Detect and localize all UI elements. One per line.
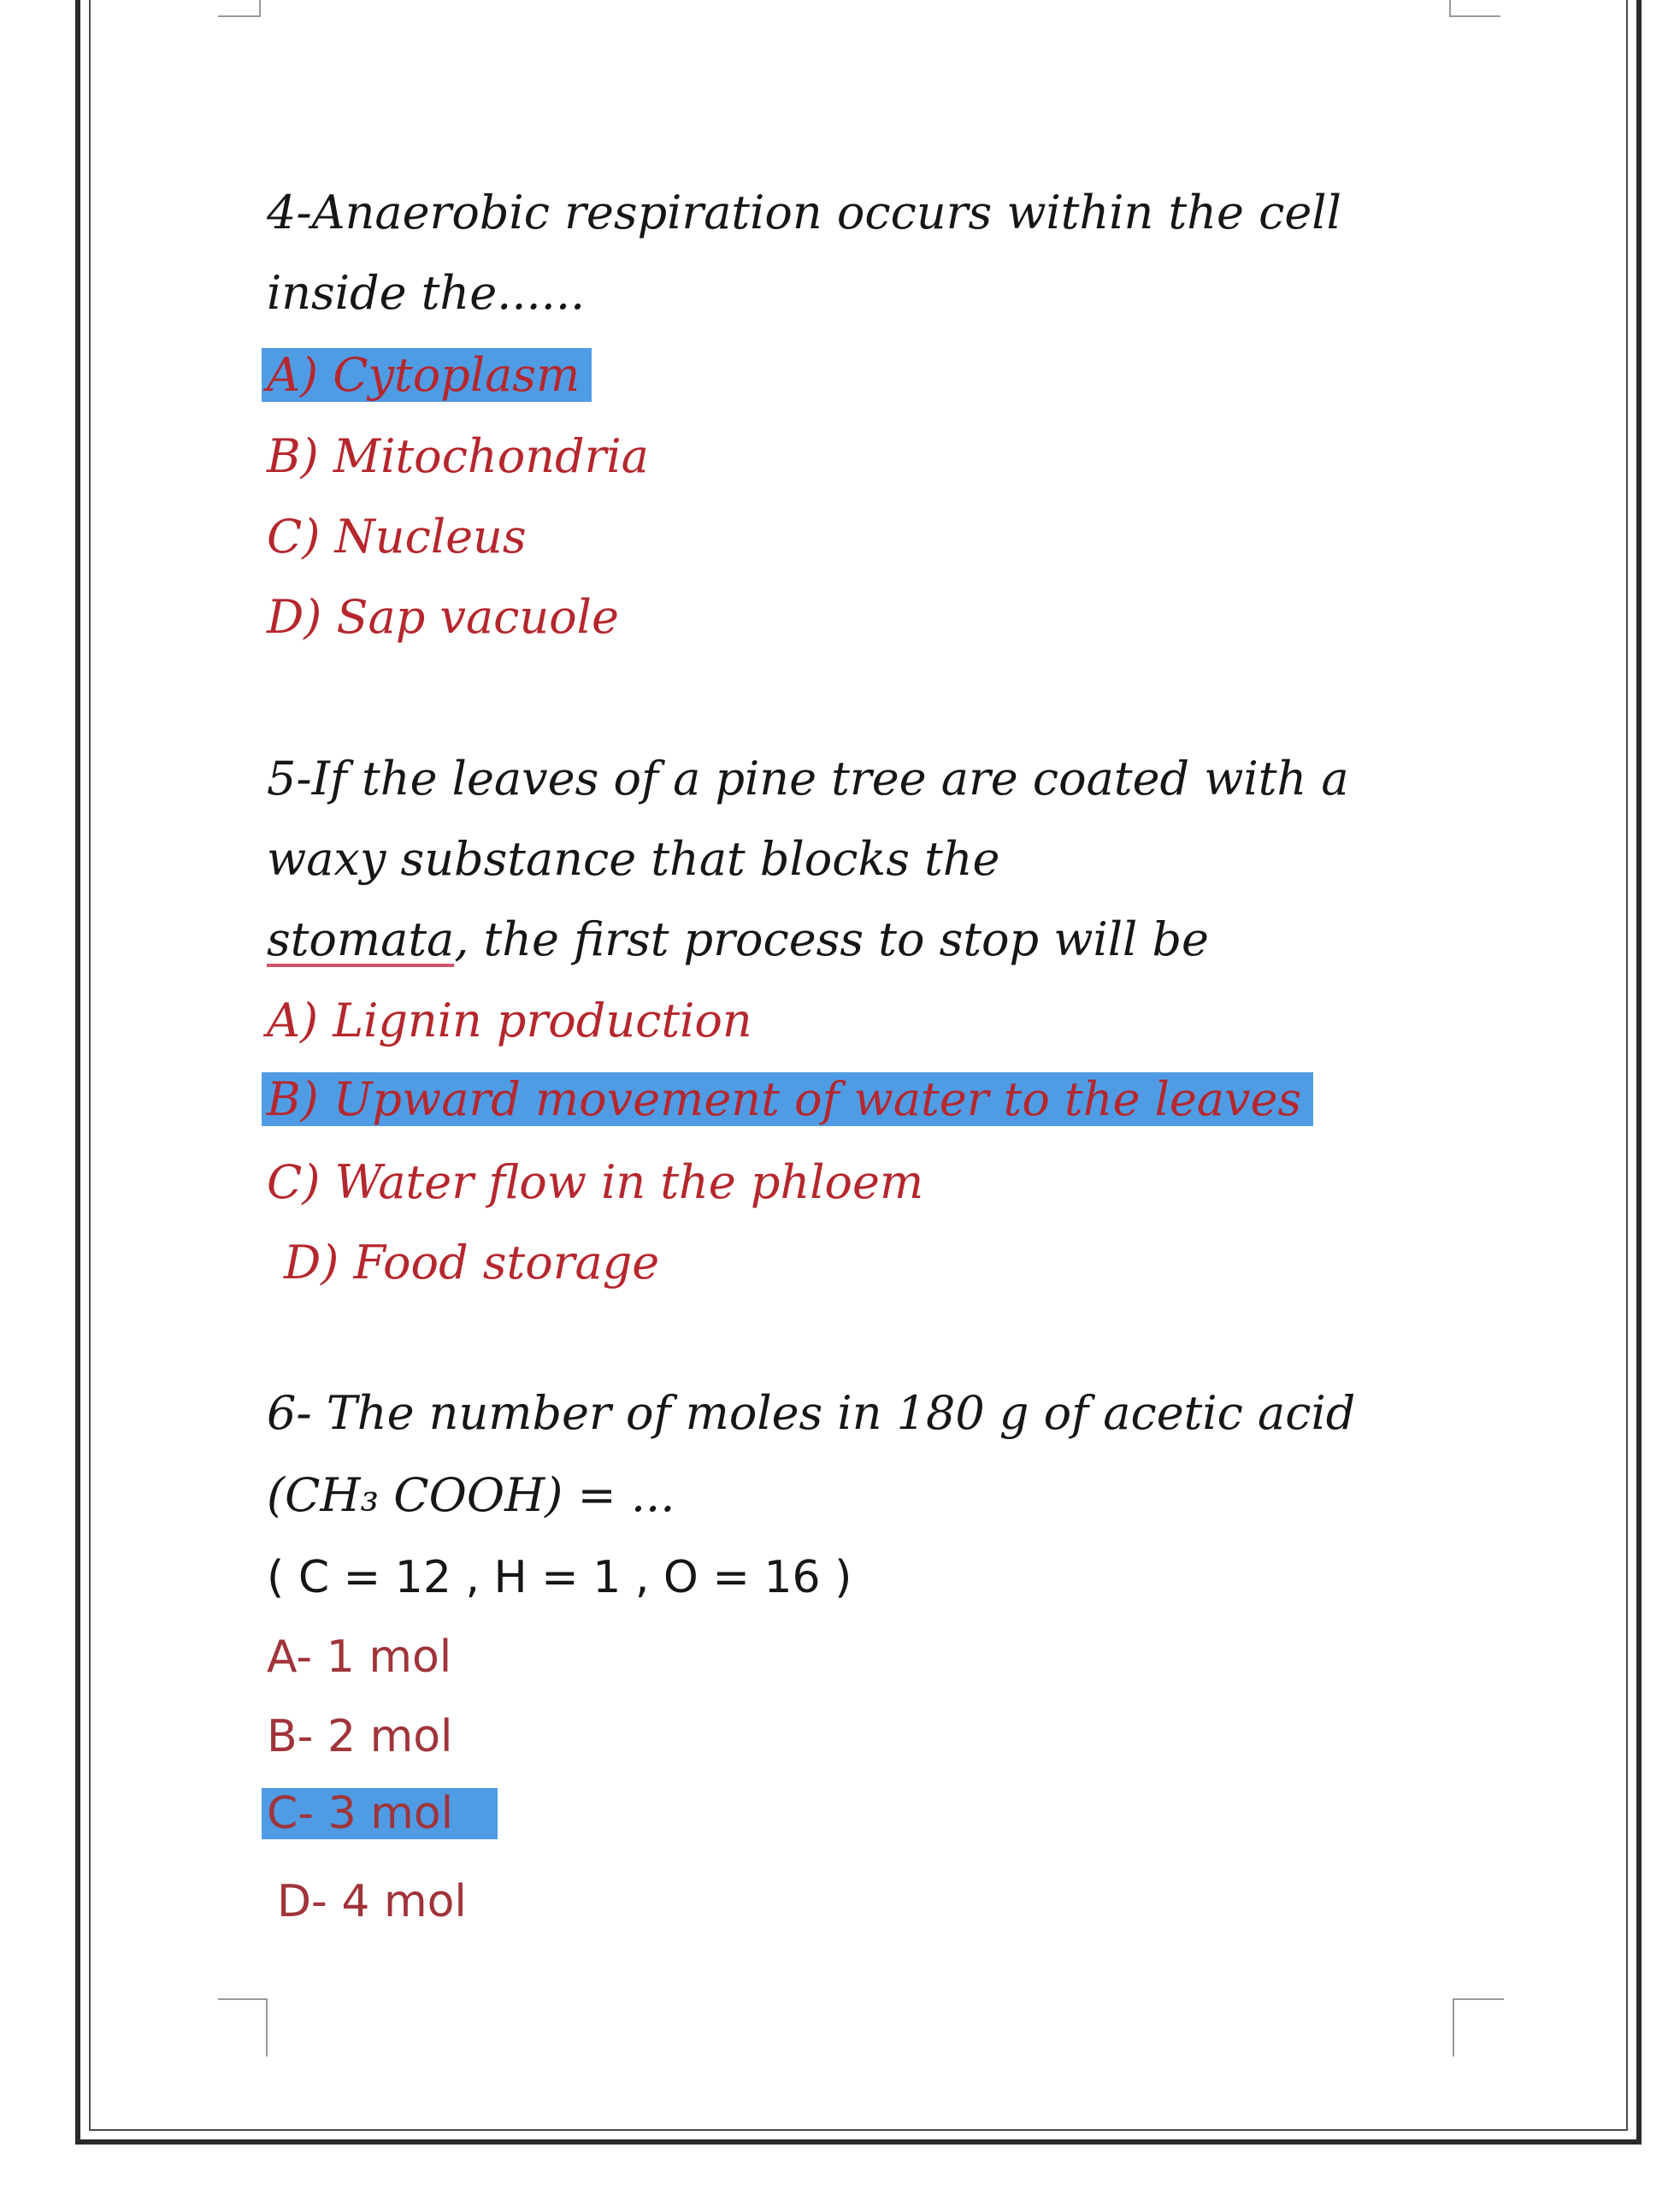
crop-mark-bottom-left xyxy=(218,1998,268,2056)
question-6-stem-line-2: (CH₃ COOH) = ... xyxy=(267,1468,675,1522)
question-4-selected-answer: A) Cytoplasm xyxy=(262,348,592,402)
question-4-stem-line-1: 4-Anaerobic respiration occurs within the cell xyxy=(267,186,1341,239)
question-4-option-c[interactable]: C) Nucleus xyxy=(267,510,527,563)
question-5-stem-line-3-rest: , the first process to stop will be xyxy=(454,912,1209,966)
question-4-option-a[interactable] xyxy=(267,344,592,407)
crop-mark-bottom-right xyxy=(1453,1998,1504,2056)
question-5-option-c[interactable]: C) Water flow in the phloem xyxy=(267,1155,924,1209)
question-5-stem-line-2: waxy substance that blocks the xyxy=(267,832,1000,886)
question-5-option-d[interactable]: D) Food storage xyxy=(284,1236,660,1289)
crop-mark-top-left xyxy=(218,0,261,17)
question-5-stem-line-3 xyxy=(267,908,1209,971)
question-6-option-c[interactable] xyxy=(267,1782,498,1845)
question-6-atomic-masses: ( C = 12 , H = 1 , O = 16 ) xyxy=(267,1552,852,1603)
question-5-selected-answer: B) Upward movement of water to the leaves xyxy=(262,1072,1313,1126)
question-5-option-b[interactable] xyxy=(267,1068,1313,1131)
question-5-option-a[interactable]: A) Lignin production xyxy=(267,994,752,1047)
question-6-option-d[interactable]: D- 4 mol xyxy=(277,1876,467,1927)
question-6-stem-line-1: 6- The number of moles in 180 g of acetic acid xyxy=(267,1386,1356,1440)
question-4-option-b[interactable]: B) Mitochondria xyxy=(267,429,649,483)
question-6-option-a[interactable]: A- 1 mol xyxy=(267,1631,452,1683)
question-4-stem-line-2: inside the...... xyxy=(267,266,586,320)
crop-mark-top-right xyxy=(1449,0,1500,17)
question-5-stem-line-1: 5-If the leaves of a pine tree are coated with a xyxy=(267,752,1349,805)
question-4-option-d[interactable]: D) Sap vacuole xyxy=(267,590,619,644)
question-6-selected-answer: C- 3 mol xyxy=(262,1788,498,1839)
question-6-option-b[interactable]: B- 2 mol xyxy=(267,1711,453,1762)
stomata-underlined-word: stomata xyxy=(267,912,455,966)
